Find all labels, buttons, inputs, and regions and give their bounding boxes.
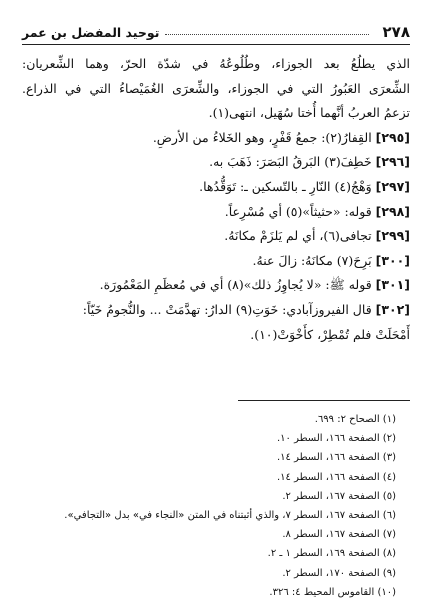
- footnote-6: (٦) الصفحة ١٦٧، السطر ٧، والذي أثبتناه في المتن «النجاء في» بدل «التجافي».: [64, 509, 396, 521]
- entry-text: قوله ﷺ: «لا يُجاوِزُ ذلك»(٨) أي في مُعظَمِ المَعْمُورَة.: [99, 277, 372, 293]
- entry-number: [٢٩٧]: [375, 178, 410, 194]
- footnote-7: (٧) الصفحة ١٦٧، السطر ٨.: [282, 529, 396, 541]
- entry-text: تجافى(٦)، أي لم يَلزَمْ مكانَهُ.: [224, 228, 372, 244]
- entry-number: [٢٩٦]: [375, 154, 410, 170]
- text-line: الذي يطلُعُ بعد الجوزاء، وطُلُوعُهُ في شدّة الحرّ، وهما الشِّعريان:: [22, 56, 410, 71]
- footnotes: [22, 410, 396, 602]
- footnote-8: (٨) الصفحة ١٦٩، السطر ١ ـ ٢.: [267, 548, 396, 560]
- entry-299: [22, 224, 410, 249]
- text-line: الشِّعرَى العَبُورُ التي في الجوزاء، والشِّعرَى الغُمَيْصاءُ التي في الذراع.: [22, 80, 410, 96]
- main-text: [22, 52, 410, 347]
- entry-text: قال الفيروزآبادي: خَوَتِ(٩) الدارُ: تهدَّمَتْ ... والنُّجومُ خَيّاً:: [82, 301, 372, 317]
- footnote-5: (٥) الصفحة ١٦٧، السطر ٢.: [282, 490, 396, 502]
- entry-295: [22, 126, 410, 151]
- entry-text: وَهْجُ(٤) النّارِ ـ بالتّسكين ـ: تَوَقُّدُها.: [199, 178, 372, 194]
- text-line: تزعمُ العربُ أنَّهما أُختا سُهَيل، انتهى(١).: [208, 105, 410, 121]
- footnote-9: (٩) الصفحة ١٧٠، السطر ٢.: [282, 567, 396, 579]
- footnote-4: (٤) الصفحة ١٦٦، السطر ١٤.: [276, 471, 396, 483]
- entry-number: [٣٠٠]: [375, 252, 410, 268]
- entry-301: [22, 273, 410, 298]
- entry-number: [٢٩٩]: [375, 228, 410, 244]
- header-dotted-leader: [165, 34, 368, 35]
- page-header: [22, 20, 410, 45]
- entry-text: بَرِحَ(٧) مكانَهُ: زالَ عنهُ.: [252, 252, 372, 268]
- footnote-2: (٢) الصفحة ١٦٦، السطر ١٠.: [276, 433, 396, 445]
- footnote-10: (١٠) القاموس المحيط ٤: ٣٢٦.: [269, 586, 396, 598]
- page-number: ٢٧٨: [382, 23, 410, 41]
- entry-text: خَطِفَ(٣) البَرقُ البَصَرَ: ذَهَبَ به.: [209, 154, 372, 170]
- entry-text: قوله: «حثيثاً»(٥) أي مُسْرِعاً.: [224, 203, 372, 219]
- entry-300: [22, 249, 410, 274]
- text-line: أَمْحَلَتْ فلم تُمْطِرْ، كأَخْوَتْ(١٠).: [250, 326, 410, 342]
- entry-number: [٢٩٥]: [375, 129, 410, 145]
- footnote-1: (١) الصحاح ٢: ٦٩٩.: [314, 414, 396, 425]
- entry-298: [22, 200, 410, 225]
- entry-number: [٣٠٢]: [375, 301, 410, 317]
- entry-296: [22, 150, 410, 175]
- entry-number: [٣٠١]: [375, 277, 410, 293]
- entry-302: [22, 298, 410, 323]
- footnote-3: (٣) الصفحة ١٦٦، السطر ١٤.: [276, 452, 396, 464]
- entry-number: [٢٩٨]: [375, 203, 410, 219]
- running-title: توحيد المفضل بن عمر: [22, 24, 160, 40]
- footnote-separator: [238, 400, 410, 401]
- entry-text: القِفارُ(٢): جمعُ قَفْرٍ، وهو الخَلاءُ من الأرضِ.: [152, 129, 372, 145]
- entry-297: [22, 175, 410, 200]
